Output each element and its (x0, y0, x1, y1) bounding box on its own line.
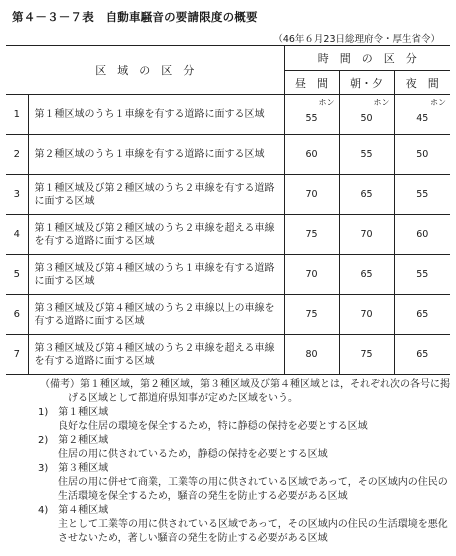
note-item-number: 1) (38, 407, 49, 418)
value-night: 65 (394, 335, 450, 375)
header-row (6, 46, 450, 71)
row-description: 第１種区域のうち１車線を有する道路に面する区域 (28, 95, 284, 135)
row-description: 第３種区域及び第４種区域のうち１車線を有する道路に面する区域 (28, 255, 284, 295)
value-morning-evening: 75 (339, 335, 394, 375)
value-night: 60 (394, 215, 450, 255)
note-item-heading (8, 434, 450, 448)
value-cell (394, 95, 450, 135)
notes-intro-text: 第１種区域，第２種区域，第３種区域及び第４種区域とは，それぞれ次の各号に掲げる区域として都道府県知事が定めた区域をいう。 (68, 379, 450, 404)
row-description: 第１種区域及び第２種区域のうち２車線を超える車線を有する道路に面する区域 (28, 215, 284, 255)
table-row (6, 255, 450, 295)
note-item-number: 3) (38, 463, 49, 474)
notes-intro (8, 378, 450, 406)
value-daytime: 80 (284, 335, 339, 375)
header-time: 時 間 の 区 分 (284, 46, 450, 71)
value-morning-evening: 50 (360, 113, 373, 124)
value-night: 55 (394, 255, 450, 295)
table-row (6, 295, 450, 335)
value-night: 45 (416, 113, 429, 124)
value-morning-evening: 70 (339, 215, 394, 255)
value-cell (339, 95, 394, 135)
row-number: 6 (6, 295, 28, 335)
unit-label: ホン (430, 98, 447, 107)
value-daytime: 55 (305, 113, 318, 124)
table-row (6, 215, 450, 255)
note-item-number: 4) (38, 505, 49, 516)
row-number: 2 (6, 135, 28, 175)
row-description: 第３種区域及び第４種区域のうち２車線を超える車線を有する道路に面する区域 (28, 335, 284, 375)
value-cell (284, 95, 339, 135)
note-item-body: 良好な住居の環境を保全するため，特に静穏の保持を必要とする区域 (58, 421, 368, 432)
table-title: 第４－３－７表 自動車騒音の要請限度の概要 (12, 10, 258, 24)
value-morning-evening: 70 (339, 295, 394, 335)
row-number: 1 (13, 109, 20, 120)
value-daytime: 75 (284, 215, 339, 255)
value-daytime: 75 (284, 295, 339, 335)
row-number: 7 (6, 335, 28, 375)
table-row (6, 95, 450, 135)
header-area: 区 域 の 区 分 (6, 46, 284, 95)
table-row (6, 175, 450, 215)
note-item-name: 第３種区域 (58, 463, 109, 474)
note-item-heading (8, 406, 450, 420)
note-item-name: 第２種区域 (58, 435, 109, 446)
value-night: 65 (394, 295, 450, 335)
value-morning-evening: 55 (339, 135, 394, 175)
table-subtitle: （46年６月23日総理府令・厚生省令） (273, 34, 440, 45)
note-item-heading (8, 504, 450, 518)
value-daytime: 60 (284, 135, 339, 175)
value-morning-evening: 65 (339, 175, 394, 215)
period-morning-evening: 朝・夕 (339, 71, 394, 95)
table-row (6, 335, 450, 375)
value-night: 55 (394, 175, 450, 215)
value-daytime: 70 (284, 175, 339, 215)
row-number: 3 (6, 175, 28, 215)
note-item-name: 第４種区域 (58, 505, 109, 516)
note-item-body: 住居の用に供されているため，静穏の保持を必要とする区域 (58, 449, 328, 460)
unit-label: ホン (373, 98, 390, 107)
note-item-name: 第１種区域 (58, 407, 109, 418)
noise-limit-table (6, 45, 450, 375)
row-description: 第２種区域のうち１車線を有する道路に面する区域 (28, 135, 284, 175)
value-daytime: 70 (284, 255, 339, 295)
note-item-body: 主として工業等の用に供されている区域であって，その区域内の住民の生活環境を悪化させないため，著しい騒音の発生を防止する必要がある区域 (58, 519, 448, 544)
notes-section (8, 378, 450, 546)
table-row (6, 135, 450, 175)
period-night: 夜 間 (394, 71, 450, 95)
note-item-number: 2) (38, 435, 49, 446)
notes-label: （備考） (40, 379, 80, 390)
row-description: 第１種区域及び第２種区域のうち２車線を有する道路に面する区域 (28, 175, 284, 215)
row-description: 第３種区域及び第４種区域のうち２車線以上の車線を有する道路に面する区域 (28, 295, 284, 335)
note-item-heading (8, 462, 450, 476)
note-item-body: 住居の用に併せて商業，工業等の用に供されている区域であって，その区域内の住民の生活環境を保全するため，騒音の発生を防止する必要がある区域 (58, 477, 448, 502)
period-daytime: 昼 間 (284, 71, 339, 95)
row-number: 4 (6, 215, 28, 255)
unit-label: ホン (318, 98, 335, 107)
value-night: 50 (394, 135, 450, 175)
value-morning-evening: 65 (339, 255, 394, 295)
row-number: 5 (6, 255, 28, 295)
